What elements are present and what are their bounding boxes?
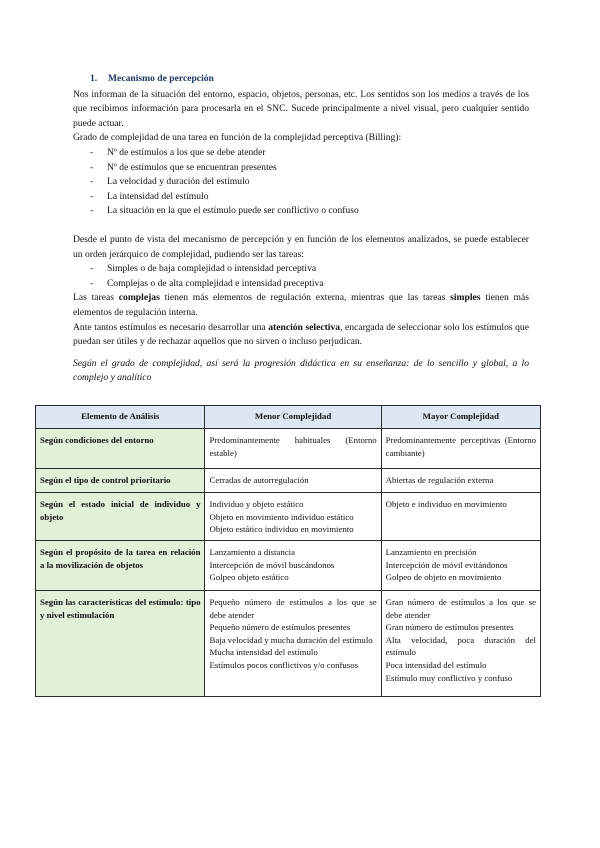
mayor-cell: Abiertas de regulación externa <box>381 469 540 493</box>
column-header: Mayor Complejidad <box>381 406 540 429</box>
list-item: - Nº de estímulos a los que se debe atender <box>73 146 529 161</box>
grado-intro: Grado de complejidad de una tarea en función de la complejidad perceptiva (Billing): <box>73 132 402 144</box>
italic-paragraph: Según el grado de complejidad, así será la progresión didáctica en su enseñanza: de lo sencillo y global, a lo complejo y analítico <box>73 357 529 384</box>
list-item: - Complejas o de alta complejidad e intensidad preceptiva <box>73 277 529 292</box>
menor-cell: Individuo y objeto estático Objeto en movimiento individuo estático Objeto estático individuo en movimiento <box>205 493 381 541</box>
menor-cell: Cerradas de autorregulación <box>205 469 381 493</box>
column-header: Menor Complejidad <box>205 406 381 429</box>
grado-list <box>73 146 529 219</box>
menor-cell: Predominantemente habituales (Entorno estable) <box>205 429 381 469</box>
table-row <box>36 429 541 469</box>
menor-cell: Lanzamiento a distancia Intercepción de móvil buscándonos Golpeo objeto estático <box>205 541 381 591</box>
list-item: - Simples o de baja complejidad o intensidad perceptiva <box>73 262 529 277</box>
intro-paragraph: Nos informan de la situación del entorno, espacio, objetos, personas, etc. Los sentidos son los medios a través de los que recibimos información para procesarla en el SNC. Sucede principalmente a nivel visual, pero cualquier sentido puede actuar. <box>73 88 529 129</box>
mayor-cell: Gran número de estímulos a los que se debe atender Gran número de estímulos presentes Alta velocidad, poca duración del estímulo Poca intensidad del estímulo Estímulo muy conflictivo y confuso <box>381 591 540 697</box>
bold-atencion-selectiva: atención selectiva <box>268 321 341 333</box>
list-item: - La situación en la que el estímulo puede ser conflictivo o confuso <box>73 204 529 219</box>
mayor-cell: Lanzamiento en precisión Intercepción de móvil evitándonos Golpeo de objeto en movimiento <box>381 541 540 591</box>
table-row <box>36 493 541 541</box>
section-title: Mecanismo de percepción <box>108 73 214 84</box>
table-row <box>36 469 541 493</box>
bold-simples: simples <box>450 292 481 304</box>
bold-complejas: complejas <box>118 292 160 304</box>
section-number: 1. <box>90 73 98 84</box>
mayor-cell: Predominantemente perceptivas (Entorno cambiante) <box>381 429 540 469</box>
ante-paragraph: Ante tantos estímulos es necesario desarrollar una atención selectiva, encargada de seleccionar solo los estímulos que puedan ser útiles y de rechazar aquellos que no sirven o incluso perjudican. <box>73 321 529 348</box>
complexity-table <box>35 405 541 697</box>
row-element: Según el estado inicial de individuo y objeto <box>36 493 205 541</box>
column-header: Elemento de Análisis <box>36 406 205 429</box>
list-item: - La velocidad y duración del estímulo <box>73 175 529 190</box>
table-row <box>36 591 541 697</box>
section-heading <box>90 72 529 87</box>
menor-cell: Pequeño número de estímulos a los que se debe atender Pequeño número de estímulos presentes Baja velocidad y mucha duración del estímulo Mucha intensidad del estímulo Estímulos pocos conflictivos y/o confusos <box>205 591 381 697</box>
list-item: - La intensidad del estímulo <box>73 190 529 205</box>
table-header-row <box>36 406 541 429</box>
tareas-paragraph: Las tareas complejas tienen más elementos de regulación externa, mientras que las tareas simples tienen más elementos de regulación interna. <box>73 292 529 318</box>
document-body <box>73 72 529 386</box>
row-element: Según condiciones del entorno <box>36 429 205 469</box>
row-element: Según las características del estímulo: tipo y nivel estimulación <box>36 591 205 697</box>
tareas-list <box>73 262 529 291</box>
mayor-cell: Objeto e individuo en movimiento <box>381 493 540 541</box>
table-row <box>36 541 541 591</box>
row-element: Según el tipo de control prioritario <box>36 469 205 493</box>
list-item: - Nº de estímulos que se encuentran presentes <box>73 161 529 176</box>
desde-paragraph: Desde el punto de vista del mecanismo de percepción y en función de los elementos analizados, se puede establecer un orden jerárquico de complejidad, pudiendo ser las tareas: <box>73 233 529 260</box>
row-element: Según el propósito de la tarea en relación a la movilización de objetos <box>36 541 205 591</box>
